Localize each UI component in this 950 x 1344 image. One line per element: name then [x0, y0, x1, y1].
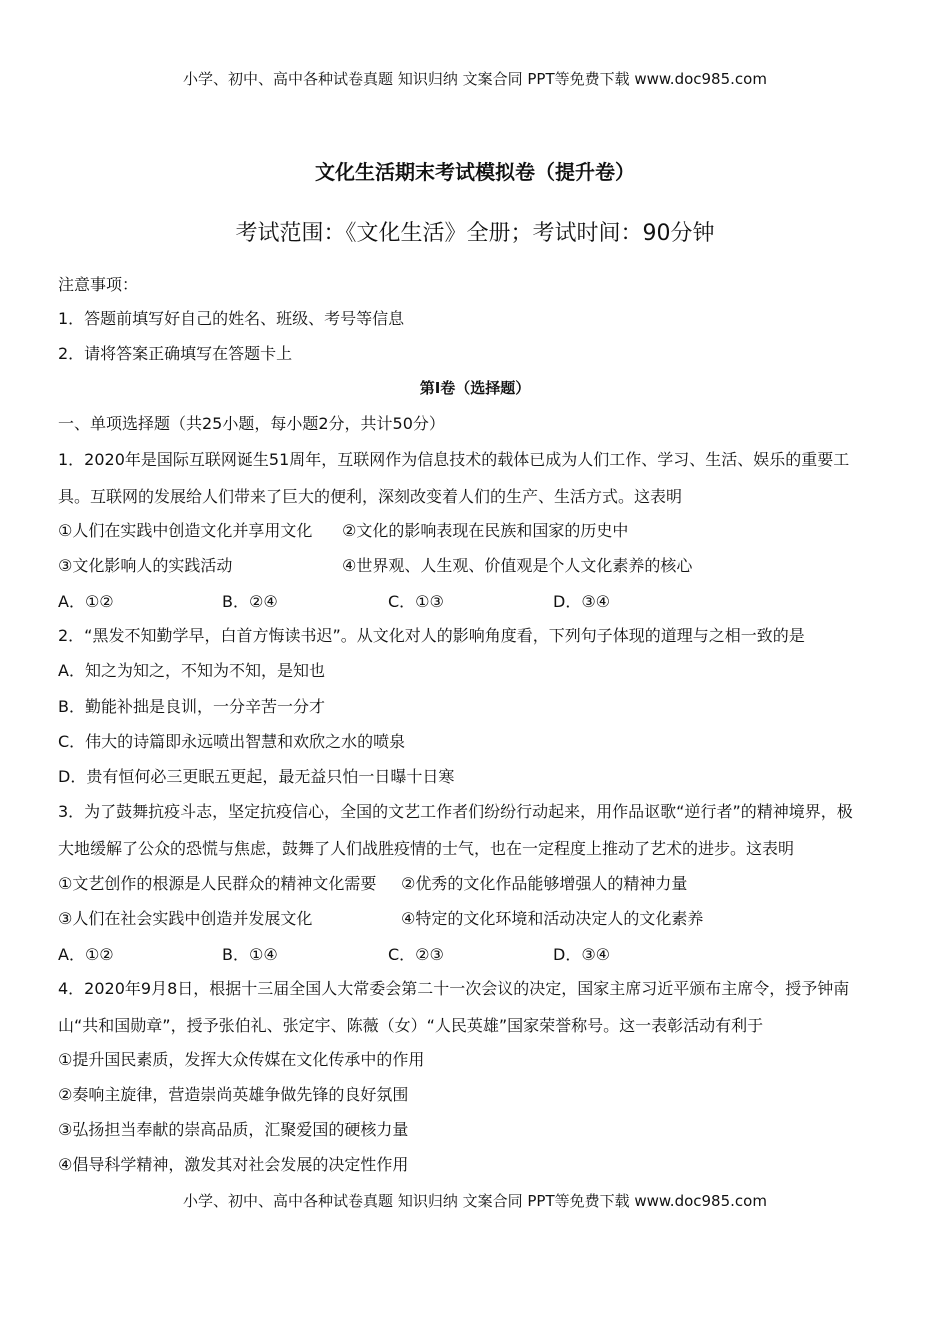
question-1-option-d: D．③④ — [553, 592, 611, 611]
question-2-option-a: A．知之为知之，不知为不知，是知也 — [58, 661, 325, 680]
question-3-option-c: C．②③ — [388, 945, 444, 964]
question-4-stem-line-1: 4．2020年9月8日，根据十三届全国人大常委会第二十一次会议的决定，国家主席习近平颁布主席令，授予钟南 — [58, 979, 850, 998]
question-2-option-c: C．伟大的诗篇即永远喷出智慧和欢欣之水的喷泉 — [58, 732, 406, 751]
document-subtitle: 考试范围：《文化生活》全册；考试时间：90分钟 — [235, 221, 715, 246]
question-2-option-d: D．贵有恒何必三更眠五更起，最无益只怕一日曝十日寒 — [58, 767, 455, 786]
question-3-stem-line-2: 大地缓解了公众的恐慌与焦虑，鼓舞了人们战胜疫情的士气，也在一定程度上推动了艺术的进步。这表明 — [58, 839, 795, 858]
document-title: 文化生活期末考试模拟卷（提升卷） — [315, 160, 635, 184]
question-1-statement: ②文化的影响表现在民族和国家的历史中 — [342, 521, 629, 540]
section-heading: 一、单项选择题（共25小题，每小题2分，共计50分） — [58, 414, 445, 433]
question-3-option-a: A．①② — [58, 945, 114, 964]
question-1-stem-line-2: 具。互联网的发展给人们带来了巨大的便利，深刻改变着人们的生产、生活方式。这表明 — [58, 487, 683, 506]
question-3-statement: ②优秀的文化作品能够增强人的精神力量 — [401, 874, 688, 893]
header-banner: 小学、初中、高中各种试卷真题 知识归纳 文案合同 PPT等免费下载 www.doc985.com — [183, 70, 767, 88]
question-1-stem-line-1: 1．2020年是国际互联网诞生51周年，互联网作为信息技术的载体已成为人们工作、学习、生活、娱乐的重要工 — [58, 450, 850, 469]
question-4-statement: ③弘扬担当奉献的崇高品质，汇聚爱国的硬核力量 — [58, 1120, 409, 1139]
note-item: 2．请将答案正确填写在答题卡上 — [58, 344, 293, 363]
question-4-stem-line-2: 山“共和国勋章”，授予张伯礼、张定宇、陈薇（女）“人民英雄”国家荣誉称号。这一表彰活动有利于 — [58, 1016, 764, 1035]
part-heading: 第Ⅰ卷（选择题） — [419, 379, 531, 397]
footer-banner: 小学、初中、高中各种试卷真题 知识归纳 文案合同 PPT等免费下载 www.doc985.com — [183, 1192, 767, 1210]
question-1-option-b: B．②④ — [222, 592, 278, 611]
question-3-stem-line-1: 3．为了鼓舞抗疫斗志，坚定抗疫信心，全国的文艺工作者们纷纷行动起来，用作品讴歌“逆行者”的精神境界，极 — [58, 802, 853, 821]
note-item: 1．答题前填写好自己的姓名、班级、考号等信息 — [58, 309, 405, 328]
question-3-option-d: D．③④ — [553, 945, 611, 964]
notes-heading: 注意事项： — [58, 275, 139, 294]
question-1-statement: ③文化影响人的实践活动 — [58, 556, 233, 575]
question-3-statement: ①文艺创作的根源是人民群众的精神文化需要 — [58, 874, 377, 893]
question-3-statement: ④特定的文化环境和活动决定人的文化素养 — [401, 909, 704, 928]
question-1-option-a: A．①② — [58, 592, 114, 611]
question-4-statement: ④倡导科学精神，激发其对社会发展的决定性作用 — [58, 1155, 409, 1174]
question-2-option-b: B．勤能补拙是良训，一分辛苦一分才 — [58, 697, 325, 716]
question-3-statement: ③人们在社会实践中创造并发展文化 — [58, 909, 313, 928]
question-3-option-b: B．①④ — [222, 945, 278, 964]
question-1-statement: ①人们在实践中创造文化并享用文化 — [58, 521, 313, 540]
question-1-statement: ④世界观、人生观、价值观是个人文化素养的核心 — [342, 556, 693, 575]
question-1-option-c: C．①③ — [388, 592, 444, 611]
question-4-statement: ②奏响主旋律，营造崇尚英雄争做先锋的良好氛围 — [58, 1085, 409, 1104]
question-4-statement: ①提升国民素质，发挥大众传媒在文化传承中的作用 — [58, 1050, 425, 1069]
question-2-stem: 2．“黑发不知勤学早，白首方悔读书迟”。从文化对人的影响角度看，下列句子体现的道理与之相一致的是 — [58, 626, 805, 645]
